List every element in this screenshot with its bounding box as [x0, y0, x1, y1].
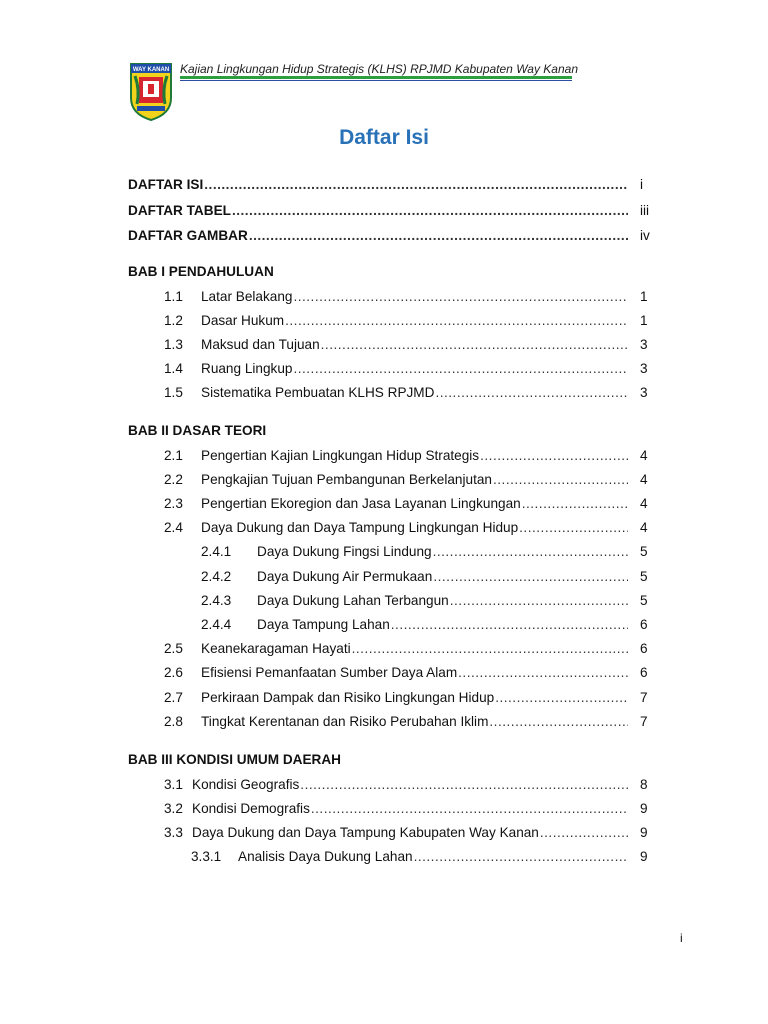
toc-dot-leader [480, 447, 628, 465]
toc-entry-page: 3 [640, 385, 648, 401]
toc-entry-label: DAFTAR GAMBAR [128, 228, 248, 243]
toc-entry-label: Efisiensi Pemanfaatan Sumber Daya Alam [201, 665, 458, 681]
toc-entry-number: 3.1 [164, 776, 183, 792]
toc-entry-page: 4 [640, 495, 648, 511]
toc-entry-label: Pengertian Kajian Lingkungan Hidup Strategis [201, 447, 480, 463]
toc-entry-label: Maksud dan Tujuan [201, 336, 320, 352]
toc-entry-page: 9 [640, 849, 648, 865]
toc-dot-leader [450, 592, 628, 610]
page-number: i [680, 931, 683, 945]
toc-entry-page: 1 [640, 288, 648, 304]
toc-entry [128, 176, 628, 194]
toc-entry-label: Pengertian Ekoregion dan Jasa Layanan Lingkungan [201, 495, 521, 511]
toc-dot-leader [293, 360, 628, 378]
toc-entry-page: 6 [640, 665, 648, 681]
toc-entry-label: Daya Dukung Lahan Terbangun [257, 592, 449, 608]
toc-entry [164, 800, 628, 818]
toc-entry-label: Latar Belakang [201, 288, 293, 304]
logo-text: WAY KANAN [132, 67, 170, 73]
toc-dot-leader [540, 824, 628, 842]
toc-dot-leader [300, 776, 628, 794]
toc-entry-number: 2.4 [164, 520, 183, 536]
toc-entry-page: 7 [640, 713, 648, 729]
toc-entry-number: 2.8 [164, 713, 183, 729]
toc-entry-page: 5 [640, 592, 648, 608]
toc-dot-leader [495, 689, 628, 707]
toc-entry-label: DAFTAR TABEL [128, 202, 231, 218]
chapter-heading: BAB II DASAR TEORI [128, 423, 267, 438]
toc-dot-leader [522, 495, 628, 513]
toc-entry-number: 3.3 [164, 824, 183, 840]
toc-entry-number: 1.2 [164, 312, 183, 328]
toc-entry-label: Daya Dukung dan Daya Tampung Kabupaten Way Kanan [192, 824, 539, 840]
toc-entry [164, 519, 628, 537]
toc-dot-leader [519, 519, 628, 537]
toc-entry [128, 227, 628, 245]
chapter-heading: BAB I PENDAHULUAN [128, 264, 274, 279]
toc-entry-page: 8 [640, 776, 648, 792]
toc-dot-leader [458, 664, 628, 682]
toc-entry [164, 384, 628, 402]
toc-entry-label: Kondisi Demografis [192, 800, 310, 816]
toc-entry [164, 447, 628, 465]
toc-entry-label: Analisis Daya Dukung Lahan [238, 849, 413, 865]
toc-entry [164, 640, 628, 658]
toc-entry-number: 2.7 [164, 689, 183, 705]
toc-entry-page: 3 [640, 361, 648, 377]
toc-entry-page: 5 [640, 568, 648, 584]
chapter-heading: BAB III KONDISI UMUM DAERAH [128, 752, 341, 767]
toc-entry-number: 1.3 [164, 336, 183, 352]
toc-dot-leader [352, 640, 628, 658]
toc-dot-leader [489, 713, 628, 731]
toc-dot-leader [414, 848, 628, 866]
toc-dot-leader [435, 384, 628, 402]
toc-entry-label: Kondisi Geografis [192, 776, 300, 792]
toc-entry-number: 1.4 [164, 361, 183, 377]
toc-entry-page: 6 [640, 641, 648, 657]
toc-entry-label: Tingkat Kerentanan dan Risiko Perubahan Iklim [201, 713, 489, 729]
toc-entry [164, 776, 628, 794]
toc-entry [191, 848, 628, 866]
toc-entry-page: 1 [640, 312, 648, 328]
toc-entry-number: 2.4.1 [201, 544, 232, 560]
toc-entry [201, 592, 628, 610]
toc-entry-page: iii [640, 202, 650, 218]
toc-dot-leader [293, 288, 628, 306]
toc-entry [164, 713, 628, 731]
toc-entry-number: 2.4.4 [201, 616, 232, 632]
toc-entry-number: 1.1 [164, 288, 183, 304]
toc-entry-page: 6 [640, 616, 648, 632]
toc-entry-number: 2.6 [164, 665, 183, 681]
toc-entry-page: 4 [640, 447, 648, 463]
toc-entry [201, 543, 628, 561]
toc-entry [164, 664, 628, 682]
toc-entry-label: Keanekaragaman Hayati [201, 641, 351, 657]
toc-entry-label: Dasar Hukum [201, 312, 285, 328]
toc-entry [164, 360, 628, 378]
toc-entry [128, 202, 628, 220]
toc-entry-number: 1.5 [164, 385, 183, 401]
toc-entry-label: Perkiraan Dampak dan Risiko Lingkungan Hidup [201, 689, 495, 705]
toc-dot-leader [493, 471, 628, 489]
toc-dot-leader [321, 336, 628, 354]
toc-entry-label: Daya Tampung Lahan [257, 616, 390, 632]
toc-dot-leader [311, 800, 628, 818]
toc-entry-page: 9 [640, 824, 648, 840]
toc-entry [164, 336, 628, 354]
toc-entry [201, 616, 628, 634]
toc-entry-page: 4 [640, 520, 648, 536]
toc-entry-number: 2.2 [164, 471, 183, 487]
toc-entry [164, 824, 628, 842]
toc-entry [164, 689, 628, 707]
toc-entry-number: 2.1 [164, 447, 183, 463]
toc-entry-number: 2.3 [164, 495, 183, 511]
toc-entry-page: 9 [640, 800, 648, 816]
toc-entry-page: iv [640, 228, 650, 243]
toc-entry-page: 4 [640, 471, 648, 487]
toc-entry-number: 3.2 [164, 800, 183, 816]
running-title: Kajian Lingkungan Hidup Strategis (KLHS) RPJMD Kabupaten Way Kanan [180, 62, 579, 76]
toc-entry [201, 568, 628, 586]
toc-entry-number: 2.4.3 [201, 592, 232, 608]
toc-entry-label: Pengkajian Tujuan Pembangunan Berkelanjutan [201, 471, 492, 487]
toc-entry-page: 3 [640, 336, 648, 352]
toc-dot-leader [285, 312, 628, 330]
toc-dot-leader [433, 568, 628, 586]
toc-entry [164, 312, 628, 330]
page-title: Daftar Isi [339, 126, 429, 149]
toc-entry-label: Daya Dukung Air Permukaan [257, 568, 433, 584]
toc-entry-label: Sistematika Pembuatan KLHS RPJMD [201, 385, 435, 401]
toc-entry [164, 471, 628, 489]
toc-dot-leader [433, 543, 628, 561]
toc-entry-label: DAFTAR ISI [128, 177, 204, 192]
toc-entry-number: 3.3.1 [191, 849, 222, 865]
toc-dot-leader [232, 202, 628, 220]
toc-entry-number: 2.5 [164, 641, 183, 657]
toc-entry-page: i [640, 177, 644, 192]
toc-dot-leader [204, 176, 628, 194]
toc-entry-label: Daya Dukung Fingsi Lindung [257, 544, 432, 560]
toc-entry-page: 7 [640, 689, 648, 705]
toc-entry-page: 5 [640, 544, 648, 560]
toc-entry [164, 495, 628, 513]
toc-dot-leader [249, 227, 628, 245]
toc-entry-label: Ruang Lingkup [201, 361, 293, 377]
toc-entry-label: Daya Dukung dan Daya Tampung Lingkungan Hidup [201, 520, 519, 536]
toc-dot-leader [391, 616, 628, 634]
toc-entry-number: 2.4.2 [201, 568, 232, 584]
toc-entry [164, 288, 628, 306]
